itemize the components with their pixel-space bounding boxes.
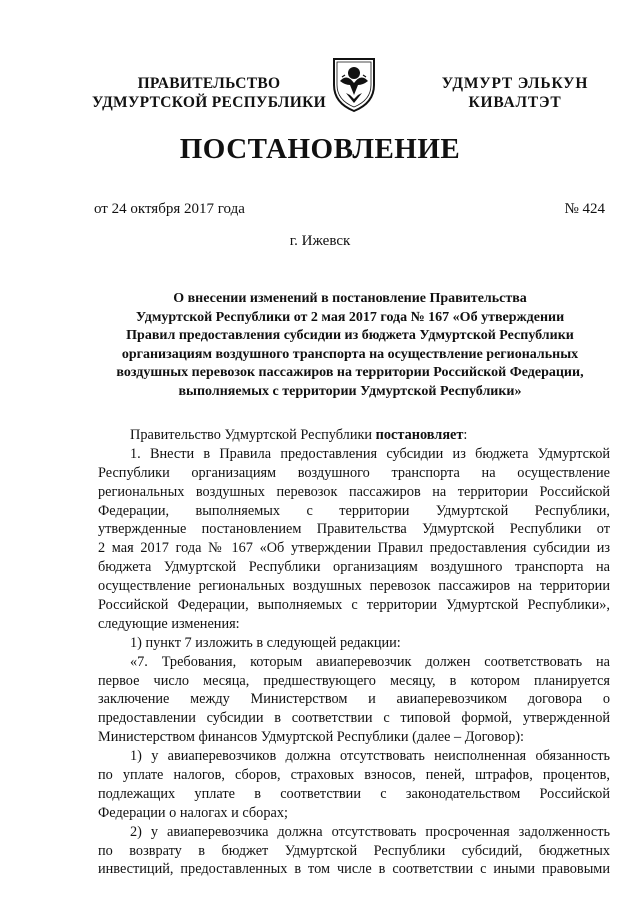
body-line: 1. Внести в Правила предоставления субсидии из бюджета Удмуртской bbox=[130, 445, 610, 462]
body-line: подлежащих уплате в соответствии с законодательством Российской bbox=[98, 785, 610, 802]
body-line: «7. Требования, которым авиаперевозчик должен соответствовать на bbox=[130, 653, 610, 670]
heading-line: Правил предоставления субсидии из бюджета Удмуртской Республики bbox=[126, 328, 574, 344]
body-line: осуществление региональных воздушных перевозок пассажиров на территории bbox=[98, 578, 610, 595]
body-lines bbox=[98, 445, 610, 879]
heading-line: выполняемых с территории Удмуртской Республики» bbox=[178, 383, 522, 399]
body-line: предоставлении субсидии в соответствии с типовой формой, утвержденной bbox=[98, 710, 610, 727]
body-line: бюджета Удмуртской Республики организациям воздушного транспорта на bbox=[98, 559, 610, 576]
header-right-line1: УДМУРТ ЭЛЬКУН bbox=[441, 75, 589, 92]
document-body bbox=[98, 426, 610, 879]
body-line: следующие изменения: bbox=[98, 615, 240, 632]
body-line: первое число месяца, предшествующего месяцу, в котором планируется bbox=[98, 672, 610, 689]
header-right-line2: КИВАЛТЭТ bbox=[468, 94, 562, 111]
intro-prefix: Правительство Удмуртской Республики bbox=[130, 427, 376, 443]
header-left-line2: УДМУРТСКОЙ РЕСПУБЛИКИ bbox=[91, 94, 326, 111]
body-line: 1) пункт 7 изложить в следующей редакции: bbox=[130, 634, 401, 651]
header-government-ru bbox=[78, 74, 340, 112]
header-government-udm bbox=[420, 74, 610, 112]
heading-line: воздушных перевозок пассажиров на территории Российской Федерации, bbox=[116, 365, 584, 381]
header-left-line1: ПРАВИТЕЛЬСТВО bbox=[137, 75, 281, 92]
document-heading bbox=[90, 290, 610, 402]
document-date: от 24 октября 2017 года bbox=[94, 201, 245, 217]
body-line: по возврату в бюджет Удмуртской Республики субсидий, бюджетных bbox=[98, 842, 610, 859]
body-line: Федерации о налогах и сборах; bbox=[98, 804, 288, 821]
body-line: Республики организациям воздушного транспорта на осуществление bbox=[98, 464, 610, 481]
intro-bold-verb: постановляет bbox=[375, 427, 464, 443]
body-line: заключение между Министерством и авиаперевозчиком договора о bbox=[98, 691, 610, 708]
body-line: 1) у авиаперевозчиков должна отсутствовать неисполненная обязанность bbox=[130, 748, 610, 765]
document-type-title: ПОСТАНОВЛЕНИЕ bbox=[179, 133, 461, 165]
intro-suffix: : bbox=[463, 427, 468, 443]
heading-line: Удмуртской Республики от 2 мая 2017 года № 167 «Об утверждении bbox=[135, 309, 565, 325]
body-line: региональных воздушных перевозок пассажиров на территории Российской bbox=[98, 483, 610, 500]
body-line: Федерации, выполняемых с территории Удмуртской Республики, bbox=[98, 502, 610, 519]
heading-line: О внесении изменений в постановление Правительства bbox=[173, 291, 527, 306]
body-line: 2 мая 2017 года № 167 «Об утверждении Правил предоставления субсидии из bbox=[98, 540, 610, 557]
heading-line: организациям воздушного транспорта на осуществление региональных bbox=[121, 346, 579, 362]
body-line: Министерством финансов Удмуртской Республики (далее – Договор): bbox=[98, 729, 524, 746]
body-line: Российской Федерации, выполняемых с территории Удмуртской Республики», bbox=[98, 597, 610, 614]
coat-of-arms-icon bbox=[330, 55, 378, 113]
document-number: № 424 bbox=[564, 201, 605, 217]
body-line: инвестиций, предоставленных в том числе в соответствии с иными правовыми bbox=[98, 861, 610, 878]
body-line: утвержденные постановлением Правительства Удмуртской Республики от bbox=[98, 521, 610, 538]
intro-paragraph bbox=[98, 426, 610, 445]
body-line: по уплате налогов, сборов, страховых взносов, пеней, штрафов, процентов, bbox=[98, 767, 610, 784]
document-city: г. Ижевск bbox=[289, 233, 351, 249]
body-line: 2) у авиаперевозчика должна отсутствовать просроченная задолженность bbox=[130, 823, 610, 840]
